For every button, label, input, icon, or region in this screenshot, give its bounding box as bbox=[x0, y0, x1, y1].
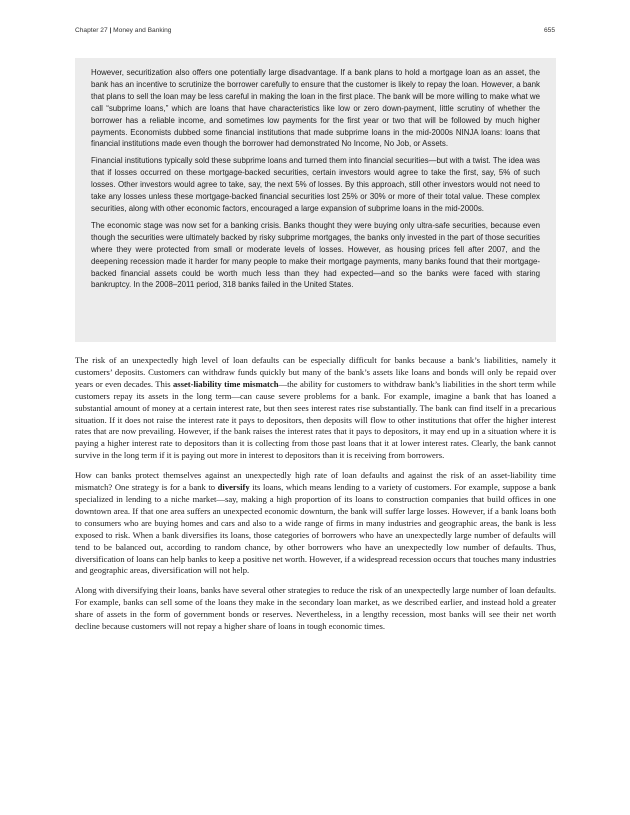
paragraph-text: How can banks protect themselves against an unexpectedly high rate of loan defaults and against the risk of an asset-liability time mismatch? One strategy is for a bank to bbox=[75, 470, 556, 493]
feature-paragraph: The economic stage was now set for a banking crisis. Banks thought they were buying only ultra-safe securities, because even though the securities were ultimately backed by risky subprime mortgages, the banks only invested in the part of those securities where they were protected from small or moderate levels of losses. However, as housing prices fell after 2007, and the deepening recession made it harder for many people to make their mortgage payments, many banks found that their mortgage-backed financial assets could be worth much less than they had expected—and so the banks were faced with staring bankruptcy. In the 2008–2011 period, 318 banks failed in the United States. bbox=[91, 220, 540, 290]
page-header bbox=[75, 27, 555, 39]
feature-box bbox=[75, 58, 556, 342]
feature-paragraph: Financial institutions typically sold these subprime loans and turned them into financial securities—but with a twist. The idea was that if losses occurred on these mortgage-backed securities, certain investors would agree to take the first, say, 5% of such losses. Other investors would agree to take, say, the next 5% of losses. By this approach, still other investors would not need to take any losses unless these mortgage-backed financial securities lost 25% or 30% or more of their total value. These complex securities, along with other economic factors, encouraged a large expansion of subprime loans in the mid-2000s. bbox=[91, 156, 540, 213]
paragraph-text: —the ability for customers to withdraw bank’s liabilities in the short term while customers repay its assets in the long term—can cause severe problems for a bank. For example, imagine a bank that has loaned a substantial amount of money at a certain interest rate, but then sees interest rates rise substantially. The bank can find itself in a precarious situation. If it does not raise the interest rate it pays to depositors, then deposits will flow to other institutions that offer the higher interest rates that are now prevailing. However, if the bank raises the interest rates that it pays to depositors, it may end up in a situation where it is paying a higher interest rate to depositors than it is collecting from those past loans that it at lower interest rates. Clearly, the bank cannot survive in the long term if it is paying out more in interest to depositors than it is receiving from borrowers. bbox=[75, 378, 556, 461]
feature-paragraph: However, securitization also offers one potentially large disadvantage. If a bank plans to hold a mortgage loan as an asset, the bank has an incentive to scrutinize the borrower carefully to ensure that the customer is likely to repay the loan. However, a bank that plans to sell the loan may be less careful in making the loan in the first place. The bank will be more willing to make what we call “subprime loans,” which are loans that have characteristics like low or zero down-payment, little scrutiny of whether the borrower has a reliable income, and sometimes low payments for the first year or two that will be followed by much higher payments. Economists dubbed some financial institutions that made subprime loans in the mid-2000s NINJA loans: loans that financial institutions made even though the borrower had demonstrated No Income, No Job, or Assets. bbox=[91, 68, 540, 149]
paragraph-text: its loans, which means lending to a variety of customers. For example, suppose a bank specialized in lending to a niche market—say, making a high proportion of its loans to construction companies that build offices in one downtown area. If that one area suffers an unexpected economic downturn, the bank will suffer large losses. However, if a bank loans both to consumers who are buying homes and cars and also to a wide range of firms in many industries and geographic areas, the bank is less exposed to risk. When a bank diversifies its loans, those categories of borrowers who have an unexpectedly large number of defaults will tend to be balanced out, according to random chance, by other borrowers who have an unexpectedly low number of defaults. Thus, diversification of loans can help banks to keep a positive net worth. However, if a widespread recession occurs that touches many industries and geographic areas, diversification will not help. bbox=[75, 482, 557, 576]
header-separator: | bbox=[109, 27, 112, 34]
body-text bbox=[75, 355, 556, 641]
body-paragraph bbox=[75, 470, 556, 577]
page-number: 655 bbox=[543, 27, 555, 34]
key-term: diversify bbox=[217, 482, 250, 493]
body-paragraph: Along with diversifying their loans, banks have several other strategies to reduce the risk of an unexpectedly large number of loan defaults. For example, banks can sell some of the loans they make in the secondary loan market, as we described earlier, and instead hold a greater share of assets in the form of government bonds or reserves. Nevertheless, in a lengthy recession, most banks will see their net worth decline because customers will not repay a higher share of loans in tough economic times. bbox=[75, 585, 556, 632]
chapter-title: Money and Banking bbox=[113, 27, 172, 34]
running-head bbox=[75, 27, 171, 34]
body-paragraph bbox=[75, 355, 556, 462]
chapter-number: Chapter 27 bbox=[75, 27, 108, 34]
paragraph-text: The risk of an unexpectedly high level of loan defaults can be especially difficult for banks because a bank’s liabilities, namely it customers’ deposits. Customers can withdraw funds quickly but many of the bank’s assets like loans and bonds will only be repaid over years or even decades. This bbox=[75, 355, 556, 389]
key-term: asset-liability time mismatch bbox=[172, 378, 279, 389]
